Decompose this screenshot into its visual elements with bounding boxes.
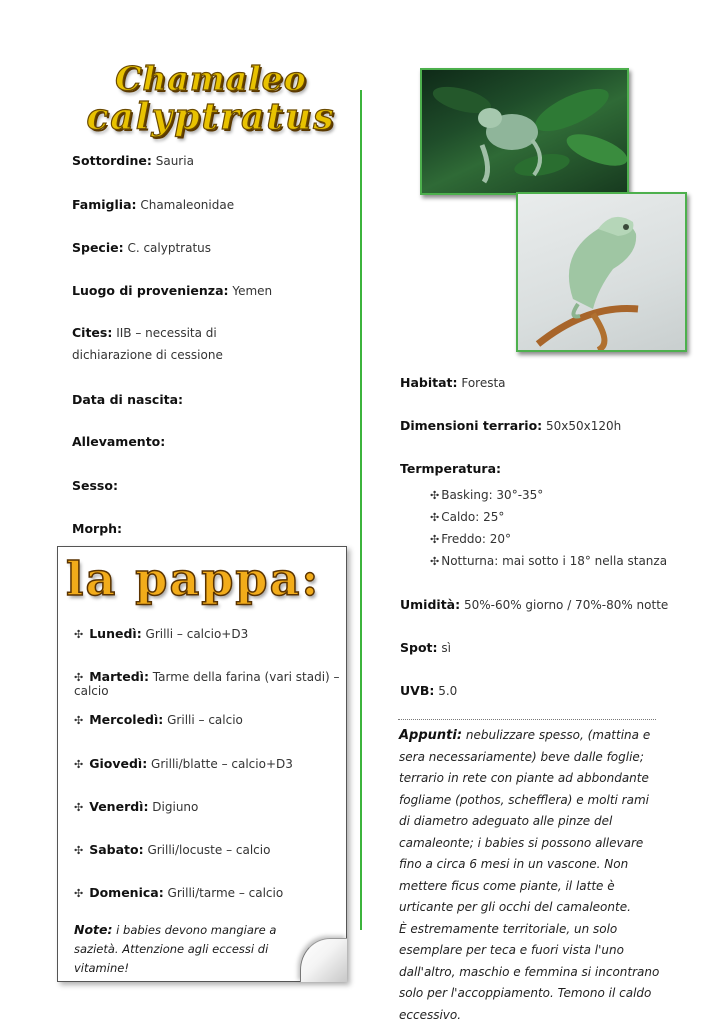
field-dimensioni: Dimensioni terrario: 50x50x120h [400, 418, 622, 433]
page-title [66, 59, 356, 138]
meal-giovedi: ✣ Giovedì: Grilli/blatte – calcio+D3 [74, 756, 293, 771]
field-morph: Morph: [72, 521, 123, 536]
column-divider [360, 90, 362, 930]
meal-lunedi: ✣ Lunedì: Grilli – calcio+D3 [74, 626, 249, 641]
meal-domenica: ✣ Domenica: Grilli/tarme – calcio [74, 885, 284, 900]
pappa-title: la pappa: [66, 552, 321, 606]
chameleon-photo-foliage [420, 68, 629, 195]
chameleon-photo-branch [516, 192, 687, 352]
pappa-note: Note: i babies devono mangiare a sazietà. Attenzione agli eccessi di vitamine! [74, 922, 277, 975]
foliage-photo-art [422, 70, 627, 193]
meal-venerdi: ✣ Venerdì: Digiuno [74, 799, 199, 814]
branch-photo-art [518, 194, 685, 350]
meal-martedi: ✣ Martedì: Tarme della farina (vari stadi) – calcio [74, 669, 340, 698]
field-umidita: Umidità: 50%-60% giorno / 70%-80% notte [400, 597, 669, 612]
field-cites: Cites: IIB – necessita di dichiarazione di cessione [72, 325, 223, 362]
appunti-notes: Appunti: nebulizzare spesso, (mattina e sera necessariamente) beve dalle foglie; terrario in rete con piante ad abbondante fogliame (pothos, schefflera) e molti rami di diametro adeguato alle pinze del camaleonte; i babies si possono allevare fino a circa 6 mesi in un vascone. Non mettere ficus come piante, il latte è urticante per gli occhi del camaleonte. È estremamente territoriale, un solo esemplare per teca e fuori vista l'uno dall'altro, maschio e femmina si incontrano solo per l'accoppiamento. Temono il caldo eccessivo. [399, 728, 660, 1022]
field-habitat: Habitat: Foresta [400, 375, 506, 390]
meal-sabato: ✣ Sabato: Grilli/locuste – calcio [74, 842, 271, 857]
dotted-separator [398, 719, 656, 720]
field-famiglia: Famiglia: Chamaleonidae [72, 197, 235, 212]
field-spot: Spot: sì [400, 640, 451, 655]
field-temperatura: Termperatura: [400, 461, 502, 476]
title-line1: Chamaleo [115, 59, 307, 98]
title-line2: calyptratus [86, 96, 336, 138]
meal-mercoledi: ✣ Mercoledì: Grilli – calcio [74, 712, 243, 727]
field-sottordine: Sottordine: Sauria [72, 153, 194, 168]
field-provenienza: Luogo di provenienza: Yemen [72, 283, 273, 298]
temp-freddo: ✣ Freddo: 20° [430, 532, 512, 546]
field-uvb: UVB: 5.0 [400, 683, 458, 698]
temp-caldo: ✣ Caldo: 25° [430, 510, 505, 524]
field-specie: Specie: C. calyptratus [72, 240, 212, 255]
field-data-nascita: Data di nascita: [72, 392, 184, 407]
field-allevamento: Allevamento: [72, 434, 166, 449]
temp-basking: ✣ Basking: 30°-35° [430, 488, 544, 502]
temp-notturna: ✣ Notturna: mai sotto i 18° nella stanza [430, 554, 668, 568]
field-sesso: Sesso: [72, 478, 118, 493]
